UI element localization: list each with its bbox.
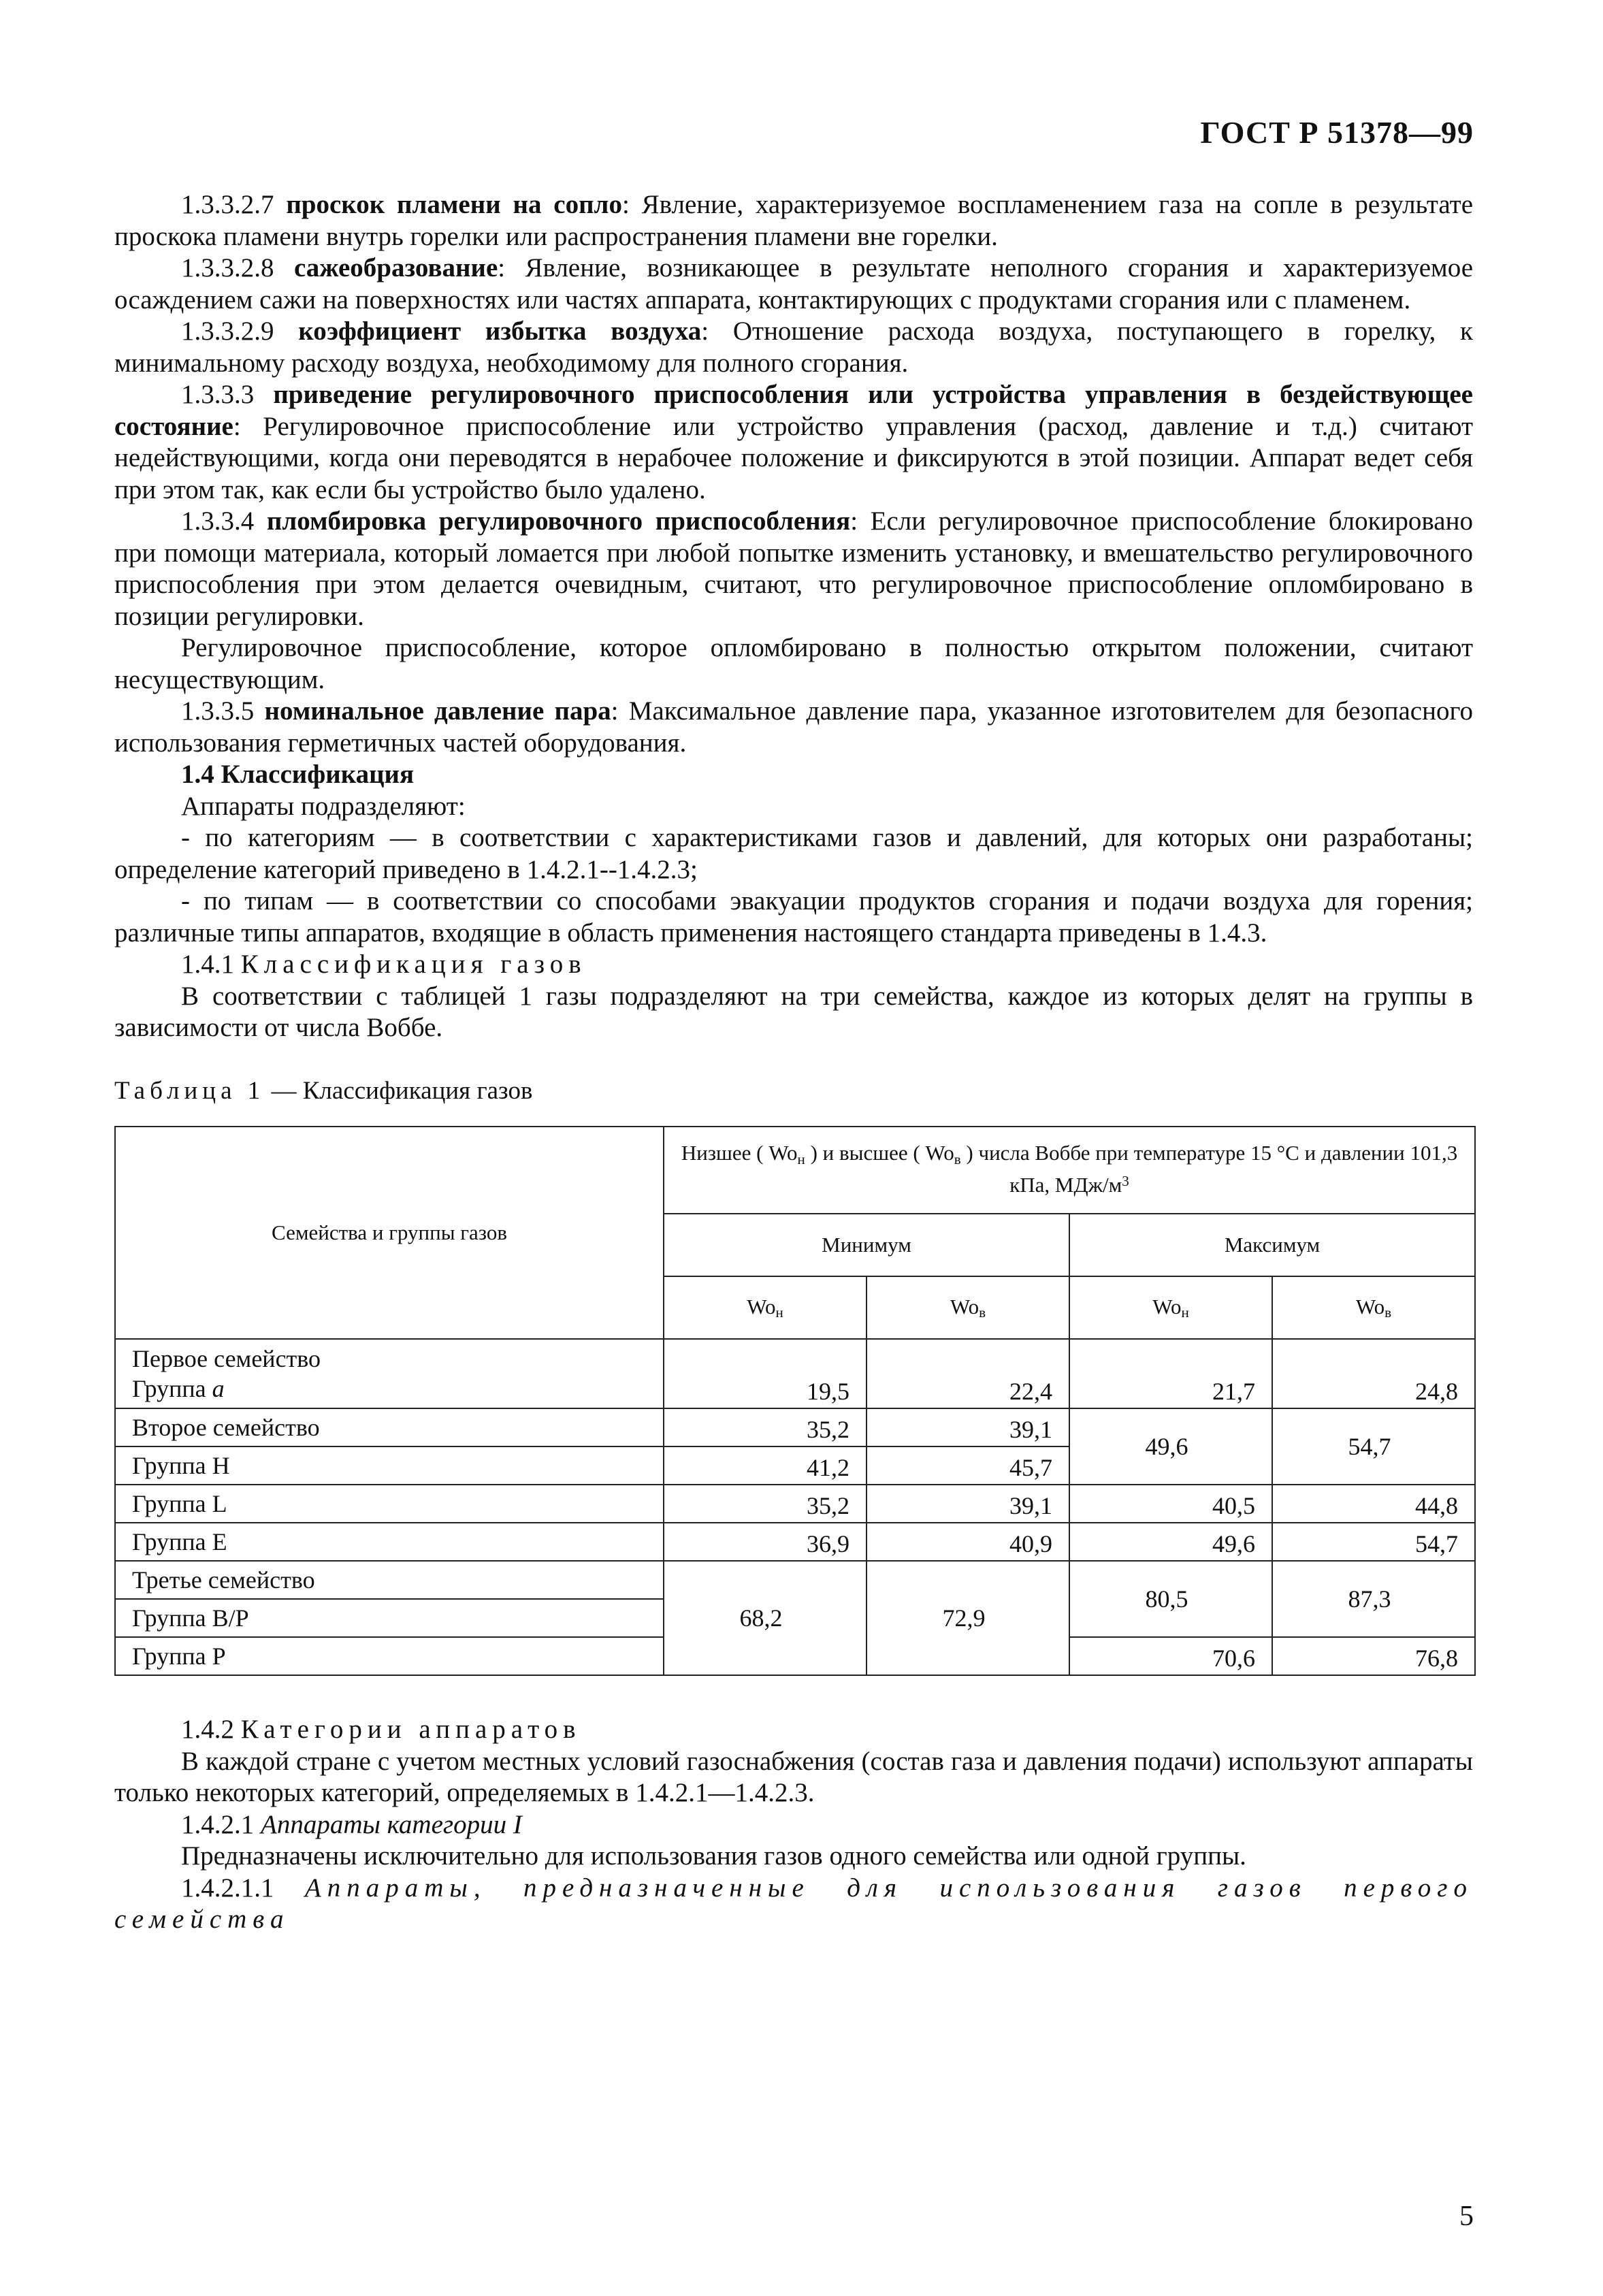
- family-name: Первое семейство: [132, 1345, 321, 1372]
- row-label-group-l: Группа L: [115, 1485, 664, 1523]
- cell-value: 80,5: [1069, 1561, 1272, 1637]
- table-row: [115, 1523, 1475, 1561]
- row-label-third-family: Третье семейство: [115, 1561, 664, 1599]
- gas-classification-table: [114, 1126, 1476, 1676]
- cell-value: 72,9: [867, 1561, 1069, 1675]
- cell-value: 35,2: [664, 1408, 867, 1446]
- table-caption-label: Таблица 1: [114, 1076, 265, 1105]
- row-label-first-family: [115, 1339, 664, 1408]
- document-header: ГОСТ Р 51378—99: [1200, 115, 1474, 150]
- cell-value: 19,5: [664, 1339, 867, 1408]
- clause-number: 1.4.2.1.1: [181, 1873, 274, 1903]
- table-row: [115, 1561, 1475, 1599]
- definition: : Если регулировочное приспособление блокировано при помощи материала, который ломается при любой попытке изменить установку, и вмешательство регулировочного приспособления при этом делается очевидным, считают, что регулировочное приспособление опломбировано в позиции регулировки.: [114, 506, 1473, 631]
- clause-number: 1.3.3.2.9: [181, 317, 274, 346]
- clause-number: 1.3.3.2.8: [181, 253, 274, 282]
- cell-value: 35,2: [664, 1485, 867, 1523]
- cell-value: 40,5: [1069, 1485, 1272, 1523]
- table-caption: [114, 1076, 1473, 1107]
- term: коэффициент избытка воздуха: [298, 317, 702, 346]
- row-label-group-h: Группа Н: [115, 1446, 664, 1485]
- cell-value: 49,6: [1069, 1408, 1272, 1485]
- section-title: Категории аппаратов: [240, 1715, 581, 1744]
- table-caption-text: — Классификация газов: [265, 1076, 533, 1105]
- header-wobbe-numbers: [664, 1127, 1475, 1214]
- section-title: Классификация газов: [240, 950, 587, 979]
- cell-value: 70,6: [1069, 1637, 1272, 1675]
- paragraph-category-i: Предназначены исключительно для использования газов одного семейства или одной группы.: [181, 1841, 1246, 1871]
- paragraph-1-3-3-5: [114, 696, 1473, 759]
- definition: : Явление, характеризуемое воспламенением газа на сопле в результате проскока пламени внутрь горелки или распространения пламени вне горелки.: [114, 190, 1474, 251]
- clause-number: 1.3.3.2.7: [181, 190, 274, 219]
- wo-symbol: Wo: [950, 1294, 979, 1319]
- term: номинальное давление пара: [264, 696, 611, 726]
- cell-value: 44,8: [1272, 1485, 1475, 1523]
- table-row: [115, 1408, 1475, 1446]
- cell-value: 41,2: [664, 1446, 867, 1485]
- term: проскок пламени на сопло: [286, 190, 622, 219]
- table-row: [115, 1339, 1475, 1408]
- clause-number: 1.4.2: [181, 1715, 234, 1744]
- header-minimum: Минимум: [664, 1214, 1069, 1276]
- clause-number: 1.4.1: [181, 950, 234, 979]
- list-item-categories: - по категориям — в соответствии с характеристиками газов и давлений, для которых они разработаны; определение категорий приведено в 1.4.2.1--1.4.2.3;: [114, 823, 1473, 884]
- header-maximum: Максимум: [1069, 1214, 1475, 1276]
- row-label-group-e: Группа Е: [115, 1523, 664, 1561]
- cell-value: 76,8: [1272, 1637, 1475, 1675]
- section-heading-1-4-1: [114, 949, 1473, 981]
- subscript: н: [775, 1304, 783, 1321]
- cell-value: 54,7: [1272, 1523, 1475, 1561]
- wo-symbol: Wo: [1152, 1294, 1182, 1319]
- header-wo-high-max: [1272, 1276, 1475, 1339]
- cell-value: 54,7: [1272, 1408, 1475, 1485]
- paragraph-1-3-3-3: [114, 379, 1473, 506]
- definition: : Отношение расхода воздуха, поступающего в горелку, к минимальному расходу воздуха, необходимому для полного сгорания.: [114, 317, 1474, 378]
- page-number: 5: [1459, 2201, 1474, 2232]
- clause-number: 1.3.3.4: [181, 506, 255, 536]
- header-text: ) числа Воббе при температуре 15 °С и давлении 101,3 кПа, МДж/м: [960, 1141, 1458, 1197]
- term: пломбировка регулировочного приспособления: [266, 506, 851, 536]
- cell-value: 22,4: [867, 1339, 1069, 1408]
- group-letter: a: [212, 1375, 225, 1402]
- table-row: [115, 1485, 1475, 1523]
- definition: : Явление, возникающее в результате неполного сгорания и характеризуемое осаждением сажи на поверхностях или частях аппарата, контактирующих с продуктами сгорания или с пламенем.: [114, 253, 1474, 314]
- row-label-group-p: Группа Р: [115, 1637, 664, 1675]
- paragraph-categories-by-country: В каждой стране с учетом местных условий газоснабжения (состав газа и давления подачи) используют аппараты только некоторых категорий, определяемых в 1.4.2.1—1.4.2.3.: [114, 1746, 1473, 1807]
- cell-value: 49,6: [1069, 1523, 1272, 1561]
- header-wo-high-min: [867, 1276, 1069, 1339]
- wo-symbol: Wo: [1355, 1294, 1385, 1319]
- section-heading-1-4-2-1-1: [114, 1873, 1473, 1936]
- paragraph-appliances-divided: Аппараты подразделяют:: [181, 791, 466, 821]
- group-word: Группа: [132, 1375, 206, 1402]
- paragraph-1-3-3-2-7: [114, 189, 1473, 253]
- paragraph-1-3-3-4: [114, 506, 1473, 632]
- paragraph-gas-families: В соответствии с таблицей 1 газы подразделяют на три семейства, каждое из которых делят на группы в зависимости от числа Воббе.: [114, 981, 1473, 1042]
- subscript: н: [797, 1150, 805, 1167]
- section-title: Аппараты категории I: [261, 1809, 522, 1839]
- definition: : Регулировочное приспособление или устройство управления (расход, давление и т.д.) считают недействующими, когда они переводятся в нерабочее положение и фиксируются в этой позиции. Аппарат ведет себя при этом так, как если бы устройство было удалено.: [114, 411, 1473, 504]
- cell-value: 39,1: [867, 1408, 1069, 1446]
- section-heading-1-4: 1.4 Классификация: [181, 760, 415, 789]
- wo-symbol: Wo: [747, 1294, 776, 1319]
- row-label-group-bp: Группа В/Р: [115, 1599, 664, 1637]
- header-wo-low-min: [664, 1276, 867, 1339]
- clause-number: 1.3.3.5: [181, 696, 255, 726]
- term: сажеобразование: [293, 253, 498, 282]
- cell-value: 45,7: [867, 1446, 1069, 1485]
- paragraph-1-3-3-2-9: [114, 316, 1473, 379]
- section-title: Аппараты, предназначенные для использования газов первого семейства: [114, 1873, 1474, 1934]
- cell-value: 21,7: [1069, 1339, 1272, 1408]
- definition: : Максимальное давление пара, указанное изготовителем для безопасного использования герметичных частей оборудования.: [114, 696, 1473, 758]
- term: приведение регулировочного приспособления или устройства управления в бездействующее состояние: [114, 380, 1473, 441]
- cell-value: 87,3: [1272, 1561, 1475, 1637]
- row-label-second-family: Второе семейство: [115, 1408, 664, 1446]
- section-heading-1-4-2: [114, 1714, 1473, 1746]
- cell-value: 36,9: [664, 1523, 867, 1561]
- superscript: 3: [1122, 1172, 1129, 1189]
- cell-value: 39,1: [867, 1485, 1069, 1523]
- subscript: в: [954, 1150, 961, 1167]
- clause-number: 1.4.2.1: [181, 1809, 255, 1839]
- cell-value: 24,8: [1272, 1339, 1475, 1408]
- header-text: ) и высшее ( Wo: [805, 1141, 954, 1165]
- clause-number: 1.3.3.3: [181, 380, 255, 409]
- subscript: в: [979, 1304, 986, 1321]
- header-wo-low-max: [1069, 1276, 1272, 1339]
- list-item-types: - по типам — в соответствии со способами эвакуации продуктов сгорания и подачи воздуха для горения; различные типы аппаратов, входящие в область применения настоящего стандарта приведены в 1.4.3.: [114, 886, 1473, 948]
- subscript: в: [1385, 1304, 1392, 1321]
- header-family-groups: Семейства и группы газов: [115, 1127, 664, 1339]
- cell-value: 40,9: [867, 1523, 1069, 1561]
- group-name: [132, 1374, 655, 1404]
- paragraph-sealed-adjuster: Регулировочное приспособление, которое опломбировано в полностью открытом положении, считают несуществующим.: [114, 633, 1473, 694]
- document-body: [114, 189, 1473, 1936]
- paragraph-1-3-3-2-8: [114, 253, 1473, 316]
- cell-value: 68,2: [664, 1561, 867, 1675]
- subscript: н: [1181, 1304, 1189, 1321]
- header-text: Низшее ( Wo: [681, 1141, 798, 1165]
- section-heading-1-4-2-1: [114, 1809, 1473, 1841]
